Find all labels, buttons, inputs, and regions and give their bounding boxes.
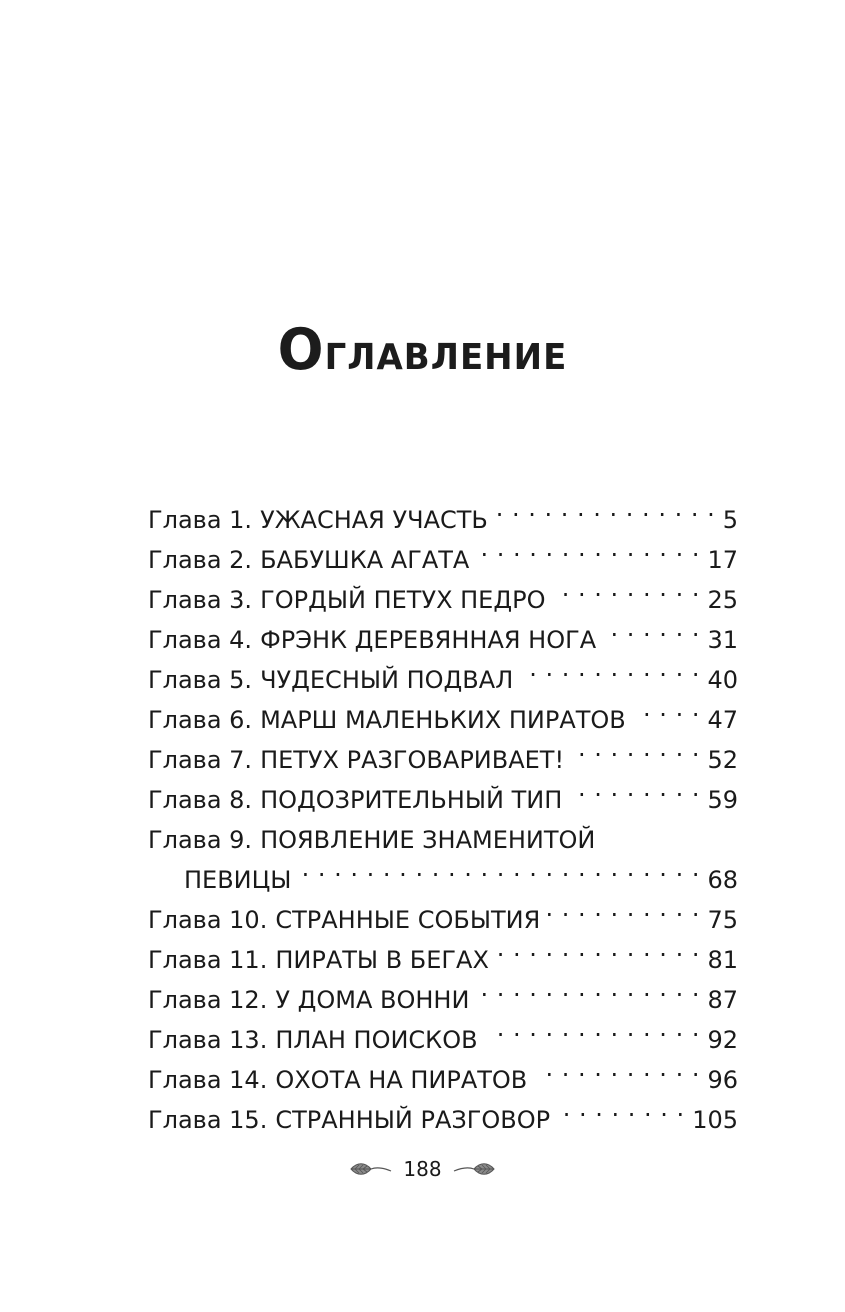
chapter-title: ПОДОЗРИТЕЛЬНЫЙ ТИП xyxy=(260,786,563,814)
page-title-rest: главление xyxy=(324,322,568,382)
leader-dots xyxy=(634,688,700,728)
chapter-title: СТРАННЫЙ РАЗГОВОР xyxy=(275,1106,551,1134)
chapter-title: БАБУШКА АГАТА xyxy=(260,546,470,574)
chapter-title-continuation: ПЕВИЦЫ xyxy=(184,866,292,894)
chapter-label: Глава 4. xyxy=(148,626,253,654)
leader-dots xyxy=(521,648,699,688)
chapter-title: ПОЯВЛЕНИЕ ЗНАМЕНИТОЙ xyxy=(260,826,596,854)
chapter-title: ФРЭНК ДЕРЕВЯННАЯ НОГА xyxy=(260,626,597,654)
page-number: 96 xyxy=(707,1066,738,1094)
page-number: 5 xyxy=(722,506,738,534)
leader-dots xyxy=(553,568,699,608)
chapter-label: Глава 6. xyxy=(148,706,253,734)
leader-dots xyxy=(477,968,699,1008)
chapter-title: ПЛАН ПОИСКОВ xyxy=(275,1026,478,1054)
page-footer xyxy=(0,1152,845,1186)
leader-dots xyxy=(535,1048,699,1088)
chapter-title: ПИРАТЫ В БЕГАХ xyxy=(275,946,489,974)
page-title xyxy=(0,316,845,382)
toc-entry[interactable] xyxy=(148,488,738,534)
page-title-initial: О xyxy=(277,316,325,383)
chapter-label: Глава 7. xyxy=(148,746,253,774)
chapter-label: Глава 2. xyxy=(148,546,253,574)
page-number: 59 xyxy=(707,786,738,814)
chapter-label: Глава 11. xyxy=(148,946,268,974)
chapter-title: ЧУДЕСНЫЙ ПОДВАЛ xyxy=(260,666,514,694)
page-number: 92 xyxy=(707,1026,738,1054)
chapter-label: Глава 9. xyxy=(148,826,253,854)
leader-dots xyxy=(572,728,699,768)
leader-dots xyxy=(477,528,699,568)
page-number: 31 xyxy=(707,626,738,654)
leader-dots xyxy=(486,1008,700,1048)
chapter-label: Глава 8. xyxy=(148,786,253,814)
chapter-title: ОХОТА НА ПИРАТОВ xyxy=(275,1066,528,1094)
leader-dots xyxy=(604,608,699,648)
table-of-contents xyxy=(148,488,738,1134)
page-number: 47 xyxy=(707,706,738,734)
chapter-label: Глава 3. xyxy=(148,586,253,614)
page-number: 40 xyxy=(707,666,738,694)
chapter-label: Глава 10. xyxy=(148,906,268,934)
chapter-title: МАРШ МАЛЕНЬКИХ ПИРАТОВ xyxy=(260,706,626,734)
chapter-label: Глава 14. xyxy=(148,1066,268,1094)
leader-dots xyxy=(570,768,699,808)
leader-dots xyxy=(548,888,699,928)
page-number: 87 xyxy=(707,986,738,1014)
page-number: 81 xyxy=(707,946,738,974)
leaf-ornament-right-icon xyxy=(452,1158,496,1180)
page-number: 17 xyxy=(707,546,738,574)
leaf-ornament-left-icon xyxy=(349,1158,393,1180)
page-number: 105 xyxy=(692,1106,738,1134)
chapter-title: УЖАСНАЯ УЧАСТЬ xyxy=(260,506,488,534)
page-folio-number: 188 xyxy=(403,1157,442,1181)
chapter-label: Глава 13. xyxy=(148,1026,268,1054)
page-number: 25 xyxy=(707,586,738,614)
chapter-title: СТРАННЫЕ СОБЫТИЯ xyxy=(275,906,541,934)
chapter-label: Глава 15. xyxy=(148,1106,268,1134)
page-number: 75 xyxy=(707,906,738,934)
leader-dots xyxy=(299,848,699,888)
leader-dots xyxy=(558,1088,684,1128)
page-number: 52 xyxy=(707,746,738,774)
chapter-title: ГОРДЫЙ ПЕТУХ ПЕДРО xyxy=(260,586,546,614)
page-number: 68 xyxy=(707,866,738,894)
leader-dots xyxy=(497,928,700,968)
leader-dots xyxy=(496,488,715,528)
chapter-title: ПЕТУХ РАЗГОВАРИВАЕТ! xyxy=(260,746,565,774)
chapter-label: Глава 1. xyxy=(148,506,253,534)
chapter-label: Глава 12. xyxy=(148,986,268,1014)
chapter-label: Глава 5. xyxy=(148,666,253,694)
chapter-title: У ДОМА ВОННИ xyxy=(275,986,470,1014)
